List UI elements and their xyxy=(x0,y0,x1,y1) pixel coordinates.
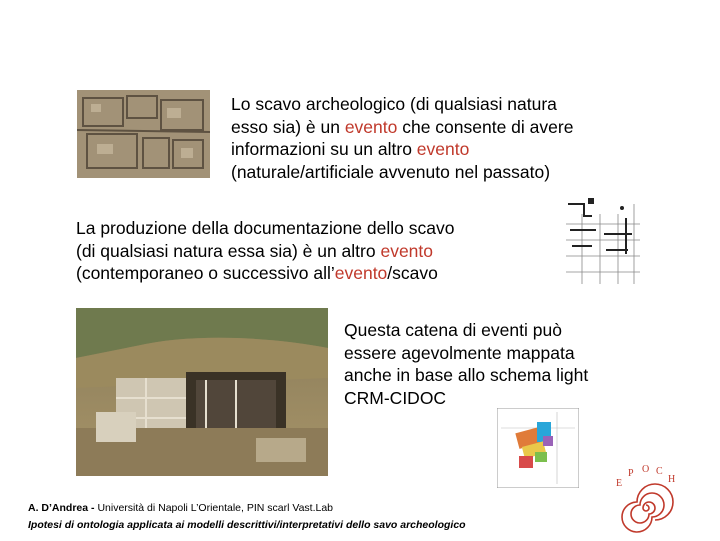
footer-author: A. D’Andrea - Università di Napoli L’Orientale, PIN scarl Vast.Lab xyxy=(28,502,334,514)
text-block-documentazione: La produzione della documentazione dello scavo (di qualsiasi natura essa sia) è un altro evento (contemporaneo o successivo all’evento/scavo xyxy=(76,218,455,283)
logo-letter-e: E xyxy=(616,478,623,489)
highlight-evento: evento xyxy=(380,240,434,261)
excavation-plan-drawing xyxy=(562,194,644,286)
epoch-logo xyxy=(604,464,688,536)
logo-spiral xyxy=(622,484,673,532)
logo-letter-c: C xyxy=(656,466,663,477)
text-block-catena: Questa catena di eventi può essere agevolmente mappata anche in base allo schema light CRM-CIDOC xyxy=(344,320,589,408)
excavation-site-photo xyxy=(76,308,328,476)
highlight-evento: evento xyxy=(344,116,398,137)
logo-letter-h: H xyxy=(668,474,676,485)
highlight-evento: evento xyxy=(334,263,388,283)
logo-letter-o: O xyxy=(642,464,650,475)
aerial-excavation-photo xyxy=(77,90,210,178)
logo-letter-p: P xyxy=(628,468,634,479)
text-block-scavo: Lo scavo archeologico (di qualsiasi natura esso sia) è un evento che consente di avere informazioni su un altro evento (naturale/artificiale avvenuto nel passato) xyxy=(231,94,574,182)
colored-plan-map xyxy=(497,408,579,488)
footer-title: Ipotesi di ontologia applicata ai modelli descrittivi/interpretativi dello savo archeologico xyxy=(28,519,466,531)
highlight-evento: evento xyxy=(416,139,470,159)
